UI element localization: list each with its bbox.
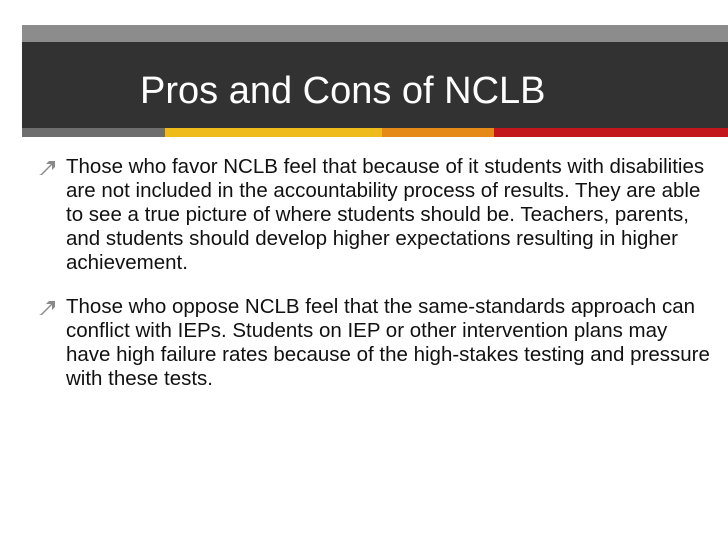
bullet-item (38, 295, 714, 391)
slide-title: Pros and Cons of NCLB (140, 70, 546, 112)
accent-strip-yellow (165, 128, 382, 137)
diagonal-arrow-icon (38, 160, 56, 176)
bullet-text: Those who favor NCLB feel that because of it students with disabilities are not included in the accountability process of results. They are able to see a true picture of where students should be. Teachers, parents, and students should develop higher expectations resulting in higher achievement. (66, 155, 705, 274)
diagonal-arrow-icon (38, 300, 56, 316)
bullet-text: Those who oppose NCLB feel that the same-standards approach can conflict with IEPs. Students on IEP or other intervention plans may have high failure rates because of the high-stakes testing and pressure with these tests. (66, 295, 710, 390)
accent-strip-orange (382, 128, 494, 137)
bullet-item (38, 155, 714, 275)
bullet-list (38, 155, 714, 411)
accent-strip-red (494, 128, 728, 137)
header-top-band (22, 25, 728, 42)
accent-strip-gray (22, 128, 165, 137)
